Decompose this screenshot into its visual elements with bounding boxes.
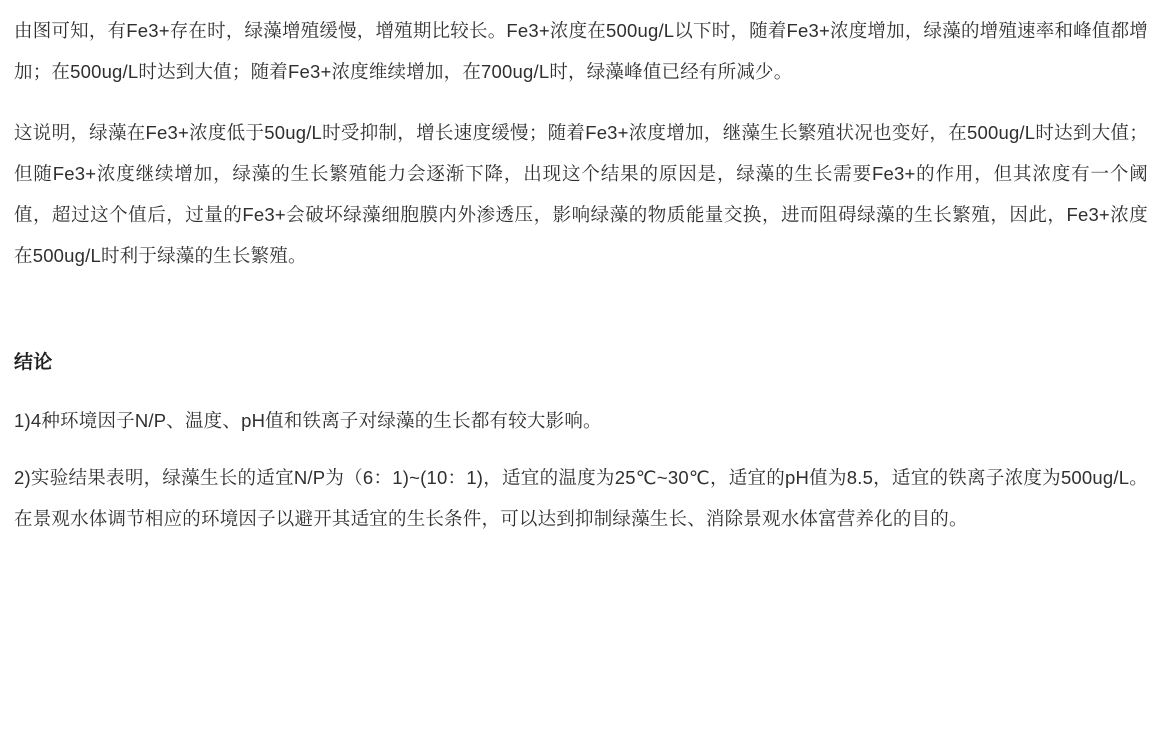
section-heading-conclusion: 结论 (14, 352, 53, 373)
conclusion-item-1: 1)4种环境因子N/P、温度、pH值和铁离子对绿藻的生长都有较大影响。 (14, 410, 602, 431)
section-spacer (14, 292, 1148, 348)
paragraph-1: 由图可知，有Fe3+存在时，绿藻增殖缓慢，增殖期比较长。Fe3+浓度在500ug/L以下时，随着Fe3+浓度增加，绿藻的增殖速率和峰值都增加；在500ug/L时达到大值；随着Fe3+浓度维续增加，在700ug/L时，绿藻峰值已经有所减少。 (14, 20, 1148, 82)
paragraph-2: 这说明，绿藻在Fe3+浓度低于50ug/L时受抑制，增长速度缓慢；随着Fe3+浓度增加，继藻生长繁殖状况也变好，在500ug/L时达到大值；但随Fe3+浓度继续增加，绿藻的生长繁殖能力会逐渐下降，出现这个结果的原因是，绿藻的生长需要Fe3+的作用，但其浓度有一个阈值，超过这个值后，过量的Fe3+会破坏绿藻细胞膜内外渗透压，影响绿藻的物质能量交换，进而阻碍绿藻的生长繁殖，因此，Fe3+浓度在500ug/L时利于绿藻的生长繁殖。 (14, 122, 1148, 266)
conclusion-item-2: 2)实验结果表明，绿藻生长的适宜N/P为（6：1)~(10：1)，适宜的温度为25℃~30℃，适宜的pH值为8.5，适宜的铁离子浓度为500ug/L。在景观水体调节相应的环境因子以避开其适宜的生长条件，可以达到抑制绿藻生长、消除景观水体富营养化的目的。 (14, 467, 1148, 529)
